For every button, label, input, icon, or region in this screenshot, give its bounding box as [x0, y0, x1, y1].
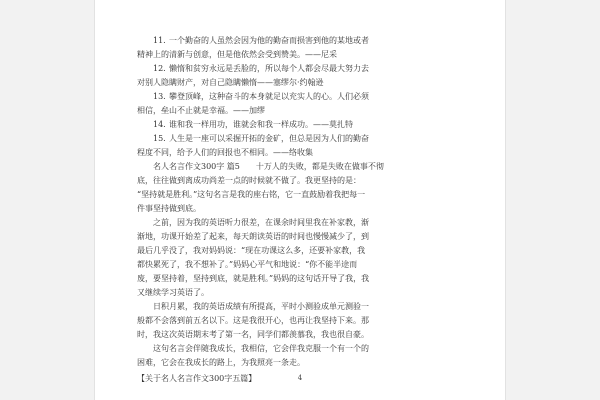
paragraph-line: 名人名言作文300字 篇5 十万人的失败，都是失败在做事不彻 [153, 162, 384, 171]
paragraph-line: 相信，垒山不止就是幸福。——加缪 [137, 106, 265, 115]
paragraph-line: 都快累死了，我不想补了。”妈妈心平气和地说：“你不能半途而 [137, 260, 358, 269]
paragraph-line: 谁和我一样用功，谁就会和我一样成功。——莫扎特 [169, 120, 353, 129]
essay-paragraph-1 [137, 160, 463, 216]
paragraph-line: 底，往往做到离成功尚差一点的时候就不做了。我更坚持的是： [137, 176, 361, 185]
quote-paragraph-15 [137, 132, 463, 160]
paragraph-line: 般都不会落到前五名以下。这是我很开心，也再让我坚持下来。那 [137, 316, 369, 325]
paragraph-line: 最后几乎没了，我对妈妈说：“现在功课这么多，还要补家教，我 [137, 246, 366, 255]
paragraph-line: 人生是一座可以采掘开拓的金矿，但总是因为人们的勤奋 [169, 134, 369, 143]
quote-number: 12. [153, 64, 166, 73]
paragraph-line: 精神上的清新与创意，但是他依然会受到赞美。——尼采 [137, 50, 337, 59]
paragraph-line: 这句名言会伴随我成长，我相信，它会伴我克服一个有一个的 [153, 344, 369, 353]
paragraph-line: “坚持就是胜利。”这句名言是我的座右铭，它一直鼓励着我把每一 [137, 190, 366, 199]
document-page [95, 0, 505, 400]
paragraph-line: 程度不同，给予人们的回报也不相同。——络收集 [137, 148, 313, 157]
paragraph-line: 渐地，功课开始差了起来，每天朗读英语的时间也慢慢减少了，到 [137, 232, 369, 241]
paragraph-line: 一个勤奋的人虽然会因为他的勤奋而损害到他的某地或者 [169, 36, 369, 45]
essay-paragraph-3 [137, 300, 463, 342]
quote-number: 14. [153, 120, 166, 129]
closing-link[interactable]: 【关于名人名言作文300字五篇】 [137, 374, 257, 383]
document-body [137, 34, 463, 386]
quote-paragraph-13 [137, 90, 463, 118]
paragraph-line: 困难，它会在我成长的路上，为我照亮一条走。 [137, 358, 305, 367]
essay-paragraph-4 [137, 342, 463, 370]
quote-paragraph-14 [137, 118, 463, 132]
paragraph-line: 废，要坚持着，坚持到底，就是胜利。”妈妈的这句话开导了我，我 [137, 274, 370, 283]
essay-paragraph-2 [137, 216, 463, 300]
paragraph-line: 攀登顶峰，这种奋斗的本身就足以充实人的心。人们必须 [169, 92, 369, 101]
paragraph-line: 件事坚持做到底。 [137, 204, 201, 213]
quote-number: 13. [153, 92, 166, 101]
paragraph-line: 之前，因为我的英语听力很差，在课余时间里我在补家教，渐 [153, 218, 369, 227]
quote-number: 11. [153, 36, 166, 45]
paragraph-line: 对别人隐瞒财产，对自己隐瞒懒惰——塞缪尔·约翰逊 [137, 78, 324, 87]
paragraph-line: 时，我这次英语期末考了第一名，同学们都羡慕我，我也很自豪。 [137, 330, 369, 339]
paragraph-line: 日积月累，我的英语成绩有所提高，平时小测验成单元测验一 [153, 302, 369, 311]
paragraph-line: 又继续学习英语了。 [137, 288, 209, 297]
page-number: 4 [297, 374, 303, 382]
paragraph-line: 懒惰和贫穷永远是丢脸的，所以每个人都会尽最大努力去 [169, 64, 369, 73]
quote-number: 15. [153, 134, 166, 143]
quote-paragraph-12 [137, 62, 463, 90]
quote-paragraph-11 [137, 34, 463, 62]
